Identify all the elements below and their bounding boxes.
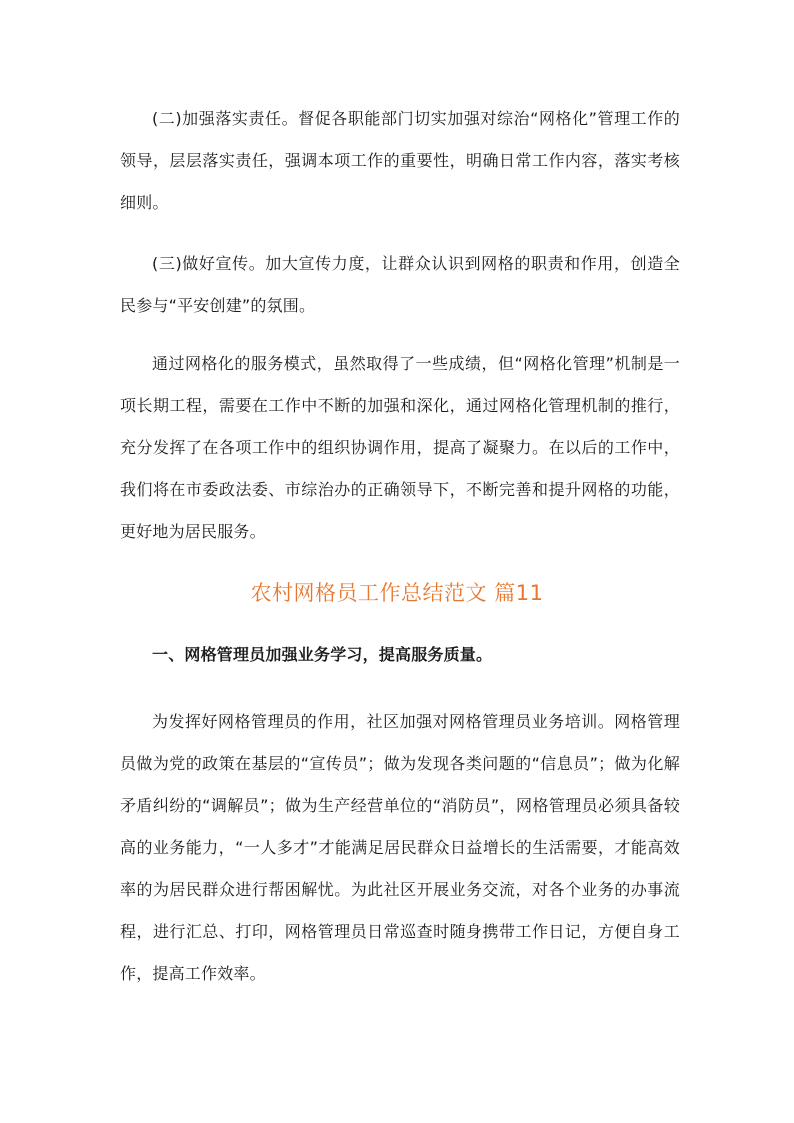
subheading-business-learning: 一、网格管理员加强业务学习，提高服务质量。: [152, 645, 493, 664]
section-title: 农村网格员工作总结范文 篇11: [250, 581, 544, 605]
paragraph-grid-manager-training: 为发挥好网格管理员的作用，社区加强对网格管理员业务培训。网格管理员做为党的政策在基层的“宣传员”；做为发现各类问题的“信息员”；做为化解矛盾纠纷的“调解员”；做为生产经营单位的“消防员”，网格管理员必须具备较高的业务能力，“一人多才”才能满足居民群众日益增长的生活需要，才能高效率的为居民群众进行帮困解忧。为此社区开展业务交流，对各个业务的办事流程，进行汇总、打印，网格管理员日常巡查时随身携带工作日记，方便自身工作，提高工作效率。: [120, 712, 680, 983]
paragraph-strengthen-responsibility: (二)加强落实责任。督促各职能部门切实加强对综治“网格化”管理工作的领导，层层落实责任，强调本项工作的重要性，明确日常工作内容，落实考核细则。: [120, 109, 680, 212]
paragraph-publicity: (三)做好宣传。加大宣传力度，让群众认识到网格的职责和作用，创造全民参与“平安创建”的氛围。: [120, 254, 680, 315]
paragraph-conclusion: 通过网格化的服务模式，虽然取得了一些成绩，但“网格化管理”机制是一项长期工程，需要在工作中不断的加强和深化，通过网格化管理机制的推行，充分发挥了在各项工作中的组织协调作用，提高了凝聚力。在以后的工作中，我们将在市委政法委、市综治办的正确领导下，不断完善和提升网格的功能，更好地为居民服务。: [120, 354, 680, 541]
